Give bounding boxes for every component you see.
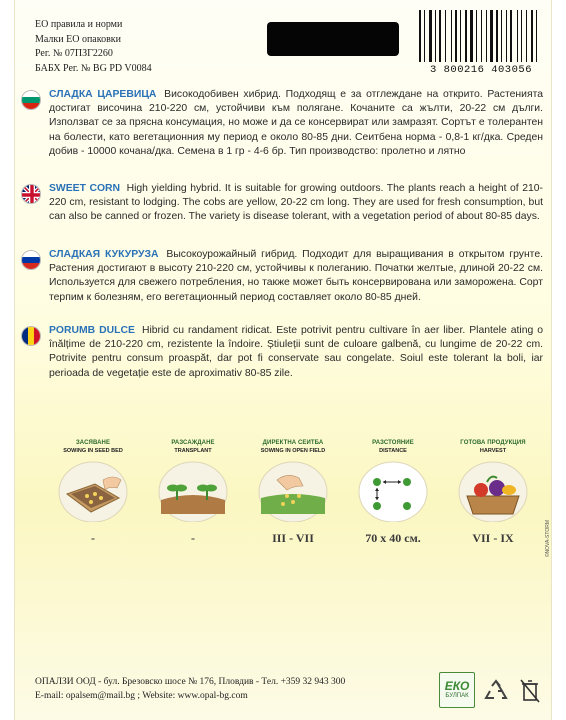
waste-bin-icon xyxy=(517,676,543,704)
barcode-bar xyxy=(494,10,495,62)
barcode-bar xyxy=(536,10,537,62)
step-label-en: HARVEST xyxy=(479,448,507,454)
barcode-bar xyxy=(531,10,533,62)
eco-badges xyxy=(439,672,549,708)
recycle-icon xyxy=(483,678,509,704)
barcode-bar xyxy=(462,10,464,62)
barcode-bar xyxy=(447,10,450,62)
barcode-bar xyxy=(517,10,518,62)
barcode-number: 3 800216 403056 xyxy=(429,64,532,76)
barcode-bar xyxy=(510,10,512,62)
step-value: 70 x 40 см. xyxy=(365,531,421,545)
copyright-note: ©NOVA-STORM xyxy=(545,520,551,558)
seedlings-icon xyxy=(157,458,229,522)
barcode-bar xyxy=(490,10,493,62)
barcode-bar xyxy=(419,10,421,62)
step-label-bg: ДИРЕКТНА СЕИТБА xyxy=(262,440,324,446)
step-label-bg: ГОТОВА ПРОДУКЦИЯ xyxy=(460,440,526,446)
russia-flag-icon xyxy=(21,250,41,270)
barcode-bar xyxy=(429,10,432,62)
barcode-bar xyxy=(460,10,461,62)
step-label-en: TRANSPLANT xyxy=(174,448,212,454)
step-label-bg: ЗАСЯВАНЕ xyxy=(75,440,111,446)
description-ro xyxy=(21,324,549,386)
barcode-bars xyxy=(415,10,547,62)
step-label-en: SOWING IN OPEN FIELD xyxy=(260,448,326,454)
barcode-bar xyxy=(453,10,454,62)
variety-name: PORUMB DULCE xyxy=(49,325,135,336)
barcode-bar xyxy=(468,10,469,62)
description-text: Hibrid cu randament ridicat. Este potrivit pentru cultivare în aer liber. Plantele ating o înălțime de 210-220 cm, rezistente la îndoire. Știuleții sunt de culoare galbenă, cu lungime de 20-22 cm. Potrivite pentru consum proaspăt, dar pot fi conservate sau congelate. Soiul este tolerant la boli, iar perioada de vegetație este de aproximativ 80-85 zile. xyxy=(49,325,544,379)
vegetables-basket-icon xyxy=(457,458,529,522)
step-value: - xyxy=(191,531,195,545)
barcode-bar xyxy=(437,10,438,62)
barcode-bar xyxy=(528,10,530,62)
description-text: Високодобивен хибрид. Подходящ е за отглеждане на открито. Растенията достигат височина 210-220 см, устойчиви към полягане. Кочаните са жълти, 20-22 см дълги. Използват се за прясна консумация, но може и да се консервират или замразят. Сортът е толерантен на болести, като вегетационния му период е около 80-85 дни. Сеитбена норма - 0,8-1 кг/дка. Среден добив - 10000 кочана/дка. Семена в 1 гр - 4-6 бр. Тип производство: пролетно и лятно xyxy=(49,89,543,157)
barcode-bar xyxy=(422,10,423,62)
description-text: High yielding hybrid. It is suitable for growing outdoors. The plants reach a height of 210-220 cm, resistant to lodging. The cobs are yellow, 20-22 cm long. They are used for fresh consumption, but can also be canned or frozen. The variety is disease tolerant, with a vegetation period of about 80-85 days. xyxy=(49,183,543,223)
description-text: Высокоурожайный гибрид. Подходит для выращивания в открытом грунте. Растения достигают в высоту 210-220 см, устойчивы к полеганию. Початки желтые, длиной 20-22 см. Используется для свежего потребления, но также может быть консервирована или заморожена. Сорт терпим к болезням, его вегетационный период составляет около 80-85 дней. xyxy=(49,249,543,303)
barcode-bar xyxy=(439,10,441,62)
barcode-bar xyxy=(478,10,480,62)
step-label-en: DISTANCE xyxy=(379,448,407,454)
barcode-bar xyxy=(526,10,527,62)
variety-name: СЛАДКАЯ КУКУРУЗА xyxy=(49,249,159,260)
barcode-bar xyxy=(476,10,477,62)
barcode-bar xyxy=(501,10,502,62)
barcode-bar xyxy=(426,10,428,62)
romania-flag-icon xyxy=(21,326,41,346)
step-distance xyxy=(351,440,435,546)
uk-flag-icon xyxy=(21,184,41,204)
barcode-bar xyxy=(458,10,459,62)
barcode-bar xyxy=(538,10,541,62)
barcode-bar xyxy=(433,10,434,62)
header-line: БАБХ Рег. № BG PD V0084 xyxy=(35,62,152,74)
barcode-bar xyxy=(508,10,509,62)
barcode-bar xyxy=(488,10,489,62)
step-label-bg: РАЗСТОЯНИЕ xyxy=(372,440,414,446)
header-line: Малки ЕО опаковки xyxy=(35,33,122,45)
barcode xyxy=(415,10,547,76)
seed-tray-icon xyxy=(57,458,129,522)
barcode-bar xyxy=(513,10,516,62)
header-line: Рег. № 07ПЗГ2260 xyxy=(35,48,113,59)
barcode-bar xyxy=(483,10,485,62)
description-en xyxy=(21,182,549,244)
step-value: VII - IX xyxy=(472,531,514,545)
barcode-bar xyxy=(474,10,475,62)
step-label-bg: РАЗСАЖДАНЕ xyxy=(171,440,215,446)
description-bg xyxy=(21,88,549,178)
barcode-bar xyxy=(521,10,522,62)
barcode-bar xyxy=(445,10,446,62)
hand-sowing-icon xyxy=(257,458,329,522)
footer xyxy=(35,675,345,703)
barcode-bar xyxy=(503,10,505,62)
barcode-bar xyxy=(534,10,535,62)
variety-name: SWEET CORN xyxy=(49,183,121,194)
eko-logo-text: ЕКО xyxy=(444,679,470,693)
seed-packet-back xyxy=(14,0,552,720)
step-direct-sowing xyxy=(251,440,335,546)
step-harvest xyxy=(451,440,535,546)
barcode-bar xyxy=(455,10,457,62)
barcode-bar xyxy=(470,10,473,62)
description-ru xyxy=(21,248,549,324)
variety-name: СЛАДКА ЦАРЕВИЦА xyxy=(49,89,157,100)
barcode-bar xyxy=(496,10,498,62)
step-value: - xyxy=(91,531,95,545)
eko-bulpak-logo xyxy=(439,672,475,708)
barcode-bar xyxy=(523,10,525,62)
step-value: III - VII xyxy=(272,531,314,545)
step-transplant xyxy=(151,440,235,546)
barcode-bar xyxy=(481,10,482,62)
cultivation-steps xyxy=(51,440,541,545)
footer-contacts: E-mail: opalsem@mail.bg ; Website: www.opal-bg.com xyxy=(35,691,248,701)
eko-logo-subtext: БУЛПАК xyxy=(445,693,469,699)
bulgaria-flag-icon xyxy=(21,90,41,110)
barcode-bar xyxy=(506,10,507,62)
barcode-bar xyxy=(465,10,467,62)
barcode-bar xyxy=(451,10,452,62)
step-sowing-seedbed xyxy=(51,440,135,546)
barcode-bar xyxy=(519,10,520,62)
barcode-bar xyxy=(442,10,444,62)
barcode-bar xyxy=(486,10,487,62)
header-line: ЕО правила и норми xyxy=(35,19,123,30)
barcode-bar xyxy=(424,10,425,62)
barcode-bar xyxy=(435,10,436,62)
redacted-label xyxy=(267,22,399,56)
plant-distance-icon xyxy=(357,458,429,522)
barcode-bar xyxy=(499,10,500,62)
footer-address: ОПАЛЗИ ООД - бул. Брезовско шосе № 176, Пловдив - Тел. +359 32 943 300 xyxy=(35,677,346,687)
step-label-en: SOWING IN SEED BED xyxy=(63,448,123,454)
registration-block xyxy=(35,18,152,76)
